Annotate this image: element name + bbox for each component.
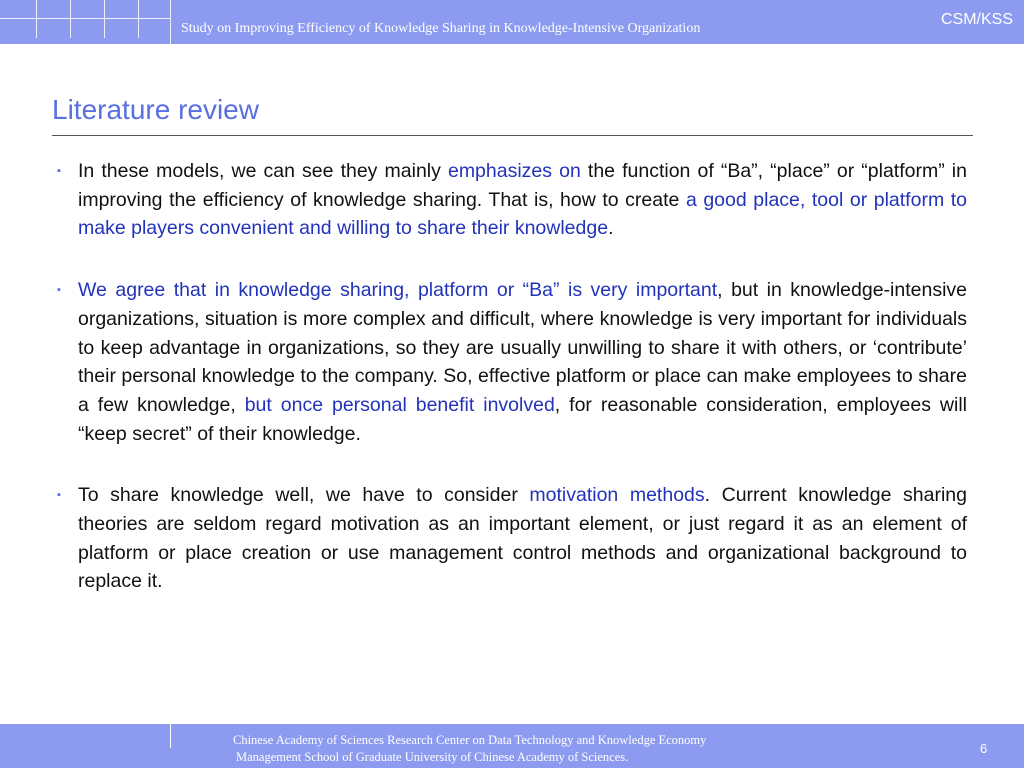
bullet-item: [52, 481, 967, 596]
bullet-highlight: We agree that in knowledge sharing, platform or “Ba” is very important: [78, 279, 718, 302]
page-number: 6: [980, 741, 988, 756]
bullet-segment: , for reasonable consideration, employees will “keep secret” of their knowledge.: [78, 393, 967, 445]
header-grid-line: [138, 0, 139, 38]
footer-divider: [170, 724, 171, 748]
bullet-segment: .: [608, 217, 614, 240]
bullet-square-icon: ▪: [57, 165, 61, 177]
bullet-segment: , but in knowledge-intensive organizations, situation is more complex and difficult, where knowledge is very important for individuals to keep advantage in organizations, so they are usually unwilling to share it with others, or ‘contribute’ their personal knowledge to the company. So, effective platform or place can make employees to share a few knowledge,: [78, 279, 967, 416]
bullet-highlight: a good place, tool or platform to make players convenient and willing to share their knowledge: [78, 188, 968, 240]
header-grid-line: [36, 0, 37, 38]
bullet-square-icon: ▪: [57, 489, 61, 502]
title-divider: [52, 135, 973, 136]
bullet-segment: . Current knowledge sharing theories are seldom regard motivation as an important element, or just regard it as an element of platform or place creation or use management control methods and organizational background to replace it.: [78, 484, 967, 593]
bullet-segment: the function of “Ba”, “place” or “platform” in improving the efficiency of knowledge sharing. That is, how to create: [78, 160, 967, 211]
bullet-text: [78, 484, 967, 592]
bullet-segment: To share knowledge well, we have to consider: [78, 484, 530, 507]
header-band: [0, 0, 1024, 44]
bullet-segment: In these models, we can see they mainly: [78, 160, 448, 182]
footer-institution: Chinese Academy of Sciences Research Center on Data Technology and Knowledge Economy: [233, 733, 707, 747]
bullet-item: [52, 157, 967, 243]
presentation-title: Study on Improving Efficiency of Knowledge Sharing in Knowledge-Intensive Organization: [181, 21, 701, 36]
bullet-highlight: motivation methods: [529, 484, 705, 507]
presentation-code: CSM/KSS: [940, 11, 1013, 28]
header-grid-line: [104, 0, 105, 38]
bullet-highlight: emphasizes on: [447, 160, 581, 182]
footer-band: [0, 724, 1024, 768]
header-grid-line: [70, 0, 71, 38]
bullet-highlight: but once personal benefit involved: [244, 393, 555, 416]
footer-school: Management School of Graduate University of Chinese Academy of Sciences.: [236, 750, 629, 764]
bullet-text: [78, 279, 967, 445]
bullet-item: [52, 276, 967, 448]
header-grid-line: [0, 18, 170, 19]
header-grid-line: [170, 0, 171, 44]
bullet-list: [52, 157, 967, 596]
slide-title: Literature review: [52, 94, 259, 125]
bullet-square-icon: ▪: [57, 284, 61, 297]
bullet-text: [78, 160, 967, 239]
